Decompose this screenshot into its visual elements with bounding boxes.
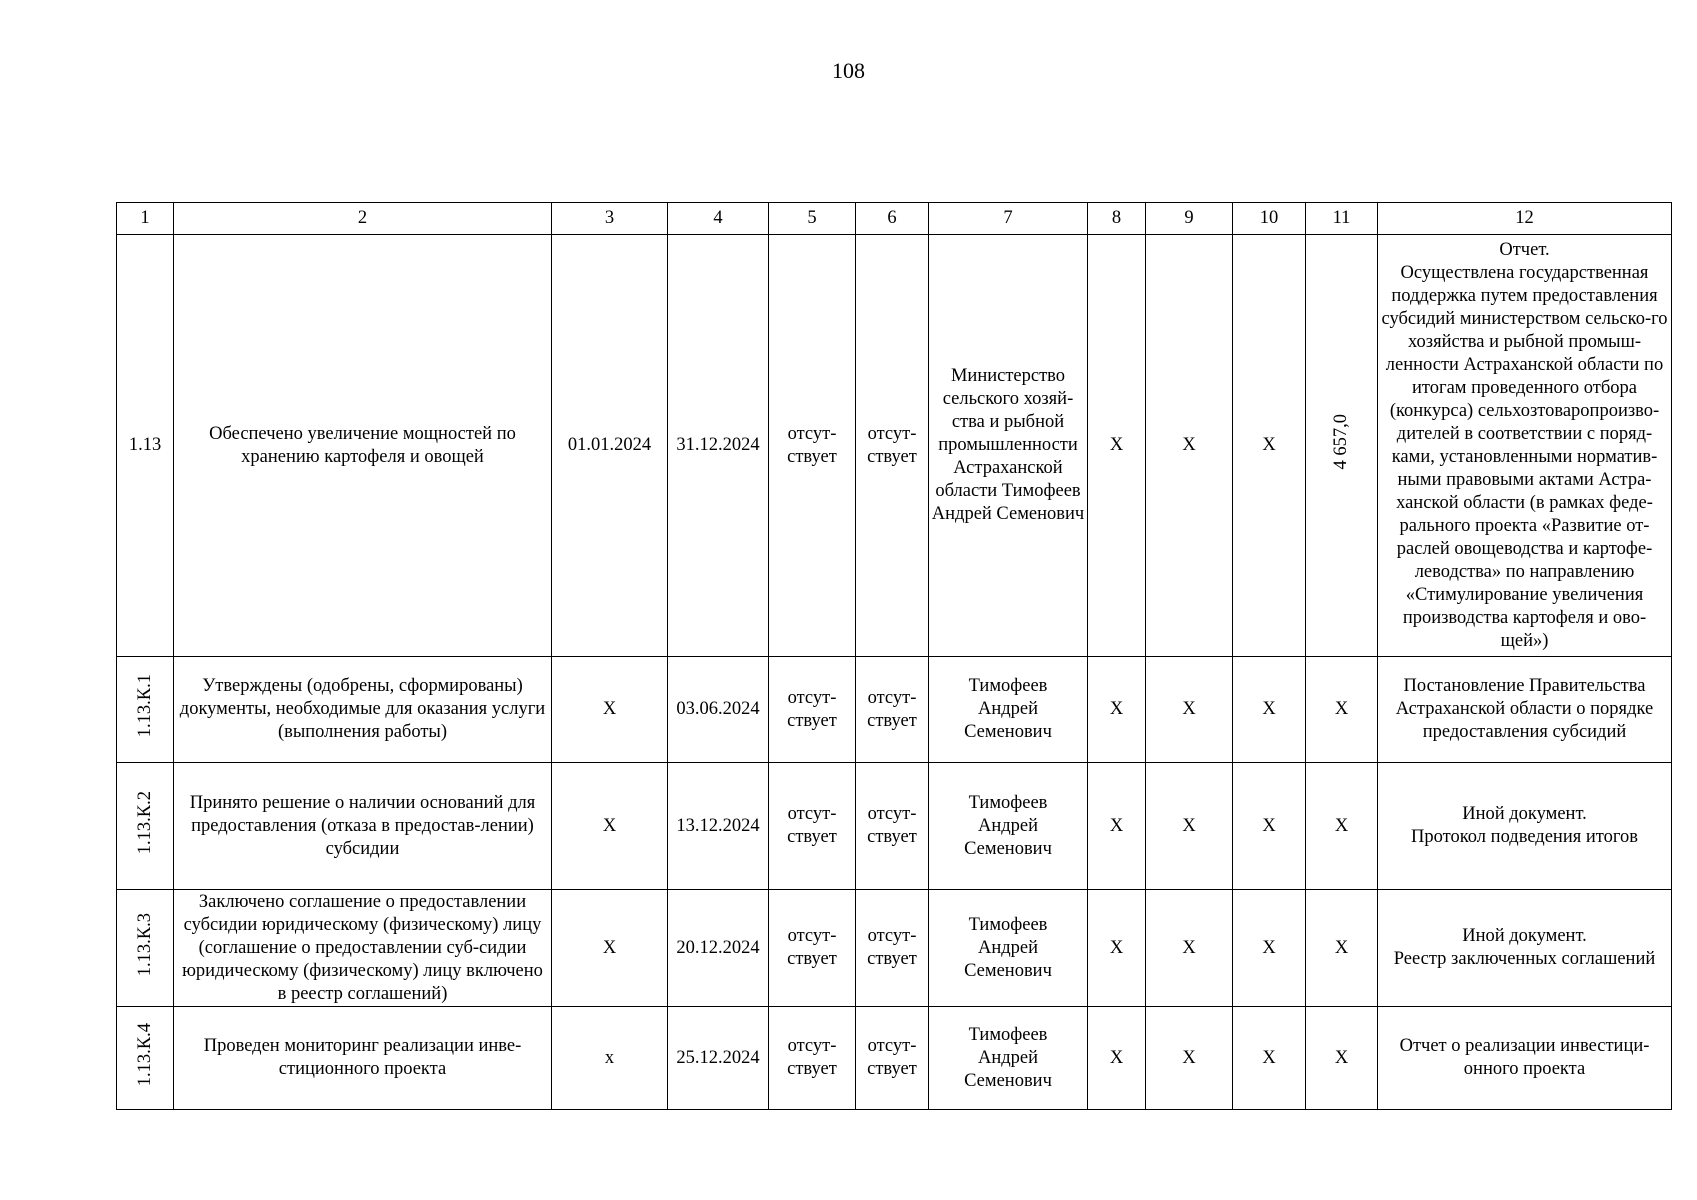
column-header: 4 xyxy=(668,203,769,235)
cell-8: X xyxy=(1088,657,1146,763)
document: Отчет. Осуществлена государственная поддержка путем предоставления субсидий министерством сельско-го хозяйства и рыбной промыш-ленности Астраханской области по итогам проведенного отбора (конкурса) сельхозтоваропроизво-дителей в соответствии с поряд-ками, установленными норматив-ными правовыми актами Астра-ханской области (в рамках феде-рального проекта «Развитие от-раслей овощеводства и картофе-леводства» по направлению «Стимулирование увеличения производства картофеля и ово-щей») xyxy=(1378,235,1672,657)
cell-11: X xyxy=(1306,1007,1378,1110)
row-id: 1.13.К.3 xyxy=(134,912,155,977)
row-name: Проведен мониторинг реализации инве-стиционного проекта xyxy=(174,1007,552,1110)
row-id: 1.13.К.2 xyxy=(134,790,155,855)
cell-10: X xyxy=(1233,763,1306,890)
column-header: 6 xyxy=(856,203,929,235)
cell-5: отсут- ствует xyxy=(769,763,856,890)
column-number-row xyxy=(117,203,1672,235)
cell-9: X xyxy=(1146,235,1233,657)
cell-9: X xyxy=(1146,763,1233,890)
responsible: Министерство сельского хозяй-ства и рыбной промышленности Астраханской области Тимофеев Андрей Семенович xyxy=(929,235,1088,657)
cell-10: X xyxy=(1233,657,1306,763)
table-row xyxy=(117,235,1672,657)
cell-9: X xyxy=(1146,657,1233,763)
row-id: 1.13.К.4 xyxy=(134,1022,155,1087)
cell-11 xyxy=(1306,235,1378,657)
start-date: X xyxy=(552,890,668,1007)
column-header: 1 xyxy=(117,203,174,235)
start-date: X xyxy=(552,763,668,890)
cell-6: отсут- ствует xyxy=(856,890,929,1007)
row-name: Утверждены (одобрены, сформированы) документы, необходимые для оказания услуги (выполнения работы) xyxy=(174,657,552,763)
cell-10: X xyxy=(1233,890,1306,1007)
end-date: 20.12.2024 xyxy=(668,890,769,1007)
cell-9: X xyxy=(1146,1007,1233,1110)
cell-8: X xyxy=(1088,235,1146,657)
responsible: Тимофеев Андрей Семенович xyxy=(929,890,1088,1007)
document: Иной документ. Протокол подведения итогов xyxy=(1378,763,1672,890)
end-date: 31.12.2024 xyxy=(668,235,769,657)
start-date: X xyxy=(552,657,668,763)
column-header: 12 xyxy=(1378,203,1672,235)
responsible: Тимофеев Андрей Семенович xyxy=(929,657,1088,763)
cell-8: X xyxy=(1088,763,1146,890)
row-name: Заключено соглашение о предоставлении субсидии юридическому (физическому) лицу (соглашение о предоставлении суб-сидии юридическому (физическому) лицу включено в реестр соглашений) xyxy=(174,890,552,1007)
cell-6: отсут- ствует xyxy=(856,1007,929,1110)
cell-5: отсут- ствует xyxy=(769,1007,856,1110)
cell-9: X xyxy=(1146,890,1233,1007)
responsible: Тимофеев Андрей Семенович xyxy=(929,1007,1088,1110)
column-header: 5 xyxy=(769,203,856,235)
cell-11: X xyxy=(1306,657,1378,763)
cell-6: отсут- ствует xyxy=(856,763,929,890)
column-header: 3 xyxy=(552,203,668,235)
cell-5: отсут- ствует xyxy=(769,890,856,1007)
row-name: Принято решение о наличии оснований для предоставления (отказа в предостав-лении) субсидии xyxy=(174,763,552,890)
column-header: 2 xyxy=(174,203,552,235)
table-row xyxy=(117,657,1672,763)
row-id-cell xyxy=(117,1007,174,1110)
cell-11: X xyxy=(1306,890,1378,1007)
row-id: 1.13.К.1 xyxy=(134,674,155,738)
end-date: 25.12.2024 xyxy=(668,1007,769,1110)
column-header: 9 xyxy=(1146,203,1233,235)
cell-11: X xyxy=(1306,763,1378,890)
column-header: 7 xyxy=(929,203,1088,235)
end-date: 13.12.2024 xyxy=(668,763,769,890)
cell-10: X xyxy=(1233,235,1306,657)
start-date: 01.01.2024 xyxy=(552,235,668,657)
row-id: 1.13 xyxy=(117,235,174,657)
row-id-cell xyxy=(117,657,174,763)
table-row xyxy=(117,763,1672,890)
document: Постановление Правительства Астраханской области о порядке предоставления субсидий xyxy=(1378,657,1672,763)
document: Отчет о реализации инвестици-онного проекта xyxy=(1378,1007,1672,1110)
report-table xyxy=(116,202,1672,1110)
table-row xyxy=(117,890,1672,1007)
cell-5: отсут- ствует xyxy=(769,657,856,763)
cell-6: отсут- ствует xyxy=(856,657,929,763)
document: Иной документ. Реестр заключенных соглашений xyxy=(1378,890,1672,1007)
table-row xyxy=(117,1007,1672,1110)
column-header: 8 xyxy=(1088,203,1146,235)
cell-8: X xyxy=(1088,890,1146,1007)
end-date: 03.06.2024 xyxy=(668,657,769,763)
column-header: 11 xyxy=(1306,203,1378,235)
column-header: 10 xyxy=(1233,203,1306,235)
row-name: Обеспечено увеличение мощностей по хранению картофеля и овощей xyxy=(174,235,552,657)
amount-value: 4 657,0 xyxy=(1331,414,1351,470)
cell-10: X xyxy=(1233,1007,1306,1110)
start-date: x xyxy=(552,1007,668,1110)
responsible: Тимофеев Андрей Семенович xyxy=(929,763,1088,890)
row-id-cell xyxy=(117,763,174,890)
cell-6: отсут- ствует xyxy=(856,235,929,657)
cell-5: отсут- ствует xyxy=(769,235,856,657)
row-id-cell xyxy=(117,890,174,1007)
cell-8: X xyxy=(1088,1007,1146,1110)
page-number: 108 xyxy=(832,58,865,83)
